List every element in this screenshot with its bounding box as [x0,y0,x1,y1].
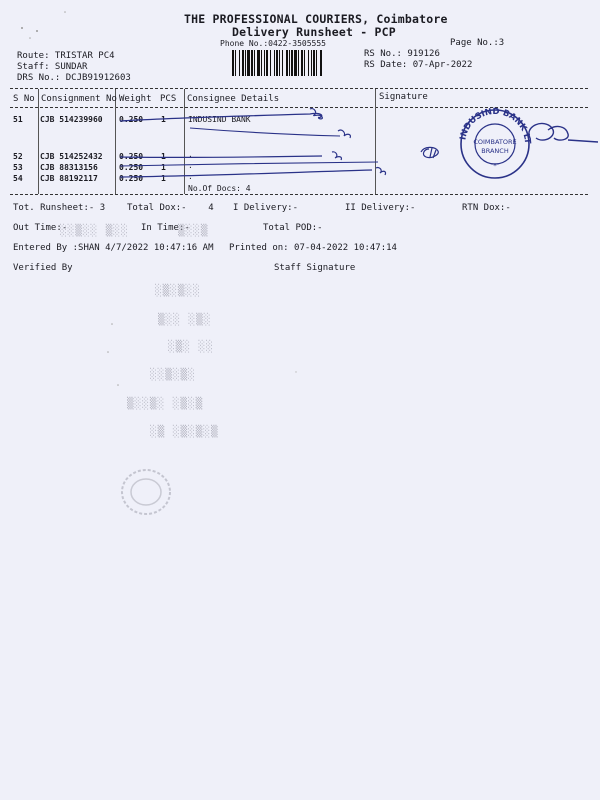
out-time: Out Time:- [13,223,68,233]
row-consignee: . [188,161,193,170]
total-runsheet: Tot. Runsheet:- 3 [13,203,106,213]
row-sno: 51 [13,115,23,124]
entered-by: Entered By :SHAN 4/7/2022 10:47:16 AM [13,243,214,253]
col-header-consignee: Consignee Details [187,94,280,104]
rtn-dox: RTN Dox:- [462,203,511,213]
row-pcs: 1 [161,174,166,183]
row-sno: 54 [13,174,23,183]
row-consignee: . [188,150,193,159]
document-subtitle: Delivery Runsheet - PCP [232,25,396,39]
phone-number: Phone No.:0422-3505555 [220,39,326,48]
row-consignment: CJB 88192117 [40,174,98,183]
bleed-through-smudge: ░▒ ░▒░▒░▒ [150,425,219,438]
row-consignee: INDUSIND BANK [188,115,251,124]
drs-number: DRS No.: DCJB91912603 [17,73,131,83]
staff-label: Staff: SUNDAR [17,62,88,72]
verified-by: Verified By [13,263,73,273]
staff-signature-label: Staff Signature [274,263,356,273]
bleed-through-smudge: ▒░░▒ [178,224,209,237]
in-time: In Time:- [141,223,190,233]
bleed-through-smudge: ▒░░ ░▒░ [158,313,212,326]
bleed-through-smudge: ░▒░ ░░ [168,340,214,353]
row-weight: 0.250 [119,163,144,172]
document-title: THE PROFESSIONAL COURIERS, Coimbatore [184,12,448,26]
total-pod: Total POD:- [263,223,323,233]
row-weight: 0.250 [119,115,144,124]
col-header-pcs: PCS [160,94,177,104]
no-of-docs: No.Of Docs: 4 [188,184,251,193]
i-delivery: I Delivery:- [233,203,299,213]
row-weight: 0.250 [119,174,144,183]
bleed-through-smudge: ░▒░▒░░ [155,284,201,297]
row-weight: 0.250 [119,152,144,161]
row-consignment: CJB 514252432 [40,152,103,161]
bleed-through-smudge: ░░▒░░ ▒░░ [60,224,129,237]
stamp-city: COIMBATORE [473,138,517,146]
row-consignee: . [188,172,193,181]
col-header-signature: Signature [379,92,428,102]
col-header-consignment: Consignment No [41,94,117,104]
ii-delivery: II Delivery:- [345,203,416,213]
route-label: Route: TRISTAR PC4 [17,51,115,61]
col-header-sno: S No [13,94,35,104]
total-dox: Total Dox:- 4 [127,203,214,213]
printed-on: Printed on: 07-04-2022 10:47:14 [229,243,397,253]
rs-date: RS Date: 07-Apr-2022 [364,60,473,70]
row-pcs: 1 [161,115,166,124]
stamp-branch: BRANCH [481,147,509,155]
stamp-star-icon: * [493,162,497,170]
bleed-through-smudge: ░░▒░▒░ [150,368,196,381]
row-sno: 52 [13,152,23,161]
col-header-weight: Weight [119,94,152,104]
rs-number: RS No.: 919126 [364,49,440,59]
page-number: Page No.:3 [450,38,505,48]
bleed-through-smudge: ▒░░▒░ ░▒░▒ [127,397,204,410]
row-consignment: CJB 88313156 [40,163,98,172]
row-consignment: CJB 514239960 [40,115,103,124]
stamp-bank-name: INDUSIND BANK LTD [451,97,533,145]
row-pcs: 1 [161,163,166,172]
row-sno: 53 [13,163,23,172]
row-pcs: 1 [161,152,166,161]
